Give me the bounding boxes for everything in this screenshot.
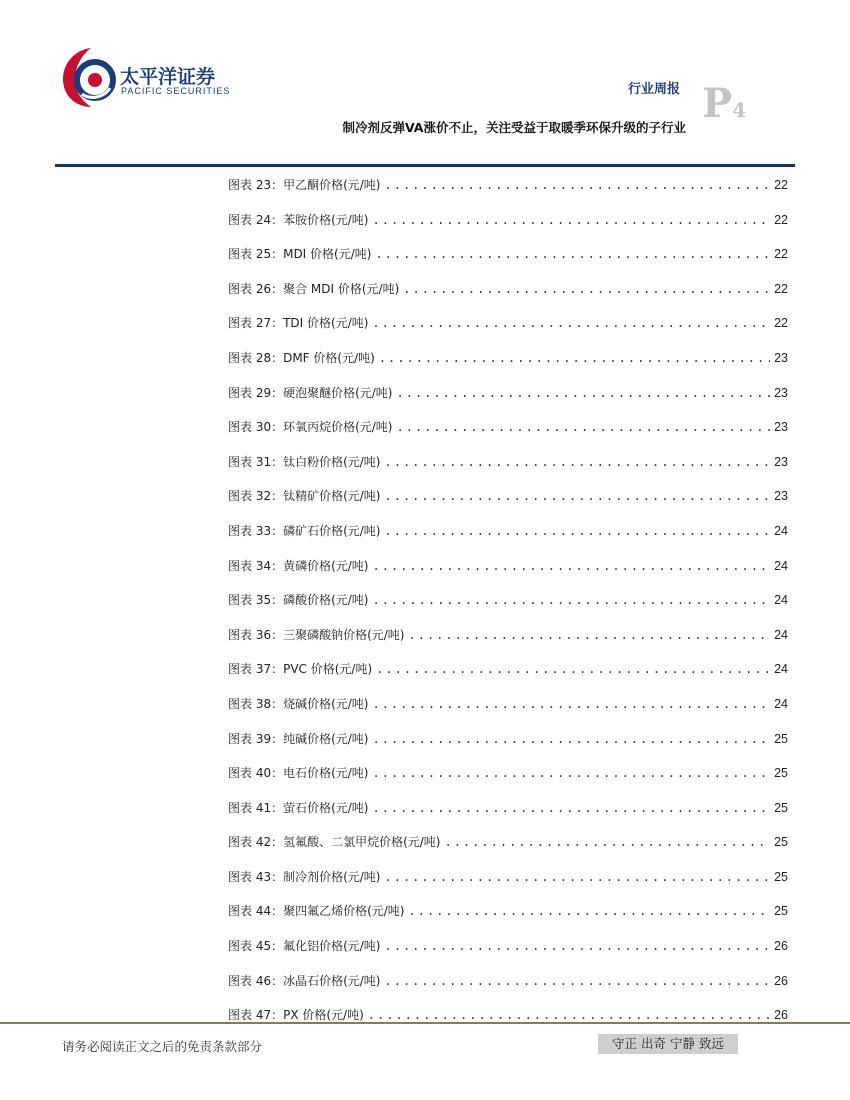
toc-entry-page: 24 — [774, 593, 788, 608]
toc-entry[interactable] — [228, 410, 788, 445]
toc-entry-page: 25 — [774, 869, 788, 884]
toc-entry-label: 图表 23：甲乙酮价格(元/吨) — [228, 178, 381, 192]
toc-entry-page: 25 — [774, 904, 788, 919]
company-logo — [60, 44, 230, 112]
toc-entry[interactable] — [228, 341, 788, 376]
toc-entry-label: 图表 30：环氧丙烷价格(元/吨) — [228, 420, 393, 435]
toc-entry-label: 图表 26：聚合 MDI 价格(元/吨) — [228, 281, 400, 296]
toc-leader-dots — [373, 722, 771, 757]
toc-entry-page: 22 — [774, 212, 788, 227]
toc-leader-dots — [385, 514, 771, 549]
toc-entry[interactable] — [228, 583, 788, 618]
toc-entry[interactable] — [228, 514, 788, 549]
toc-leader-dots — [385, 964, 771, 999]
toc-leader-dots — [373, 583, 771, 618]
toc-entry-label: 图表 41：萤石价格(元/吨) — [228, 800, 369, 815]
toc-entry-label: 图表 39：纯碱价格(元/吨) — [228, 731, 369, 746]
toc-entry[interactable] — [228, 825, 788, 860]
toc-entry[interactable] — [228, 306, 788, 341]
toc-leader-dots — [397, 376, 771, 411]
toc-entry-page: 25 — [774, 731, 788, 746]
toc-entry-label: 图表 28：DMF 价格(元/吨) — [228, 350, 375, 365]
toc-entry[interactable] — [228, 237, 788, 272]
toc-leader-dots — [385, 445, 771, 480]
toc-entry-label: 图表 42：氢氟酸、二氯甲烷价格(元/吨) — [228, 835, 441, 850]
toc-entry-label: 图表 37：PVC 价格(元/吨) — [228, 662, 373, 677]
toc-entry-page: 23 — [774, 489, 788, 504]
toc-entry-label: 图表 31：钛白粉价格(元/吨) — [228, 454, 381, 469]
toc-entry-label: 图表 38：烧碱价格(元/吨) — [228, 696, 369, 711]
toc-entry[interactable] — [228, 756, 788, 791]
footer-disclaimer: 请务必阅读正文之后的免责条款部分 — [62, 1039, 263, 1054]
toc-entry-label: 图表 44：聚四氟乙烯价格(元/吨) — [228, 904, 405, 919]
toc-leader-dots — [397, 410, 771, 445]
toc-entry-label: 图表 36：三聚磷酸钠价格(元/吨) — [228, 627, 405, 642]
toc-leader-dots — [372, 306, 770, 341]
toc-leader-dots — [368, 998, 770, 1033]
toc-leader-dots — [373, 756, 771, 791]
page-letter: P — [702, 80, 733, 127]
toc-leader-dots — [385, 860, 771, 895]
toc-entry[interactable] — [228, 445, 788, 480]
toc-entry-label: 图表 34：黄磷价格(元/吨) — [228, 558, 369, 573]
toc-entry[interactable] — [228, 618, 788, 653]
toc-entry[interactable] — [228, 549, 788, 584]
toc-entry[interactable] — [228, 687, 788, 722]
toc-leader-dots — [375, 237, 770, 272]
toc-entry-page: 26 — [774, 973, 788, 988]
toc-entry[interactable] — [228, 791, 788, 826]
toc-entry-label: 图表 35：磷酸价格(元/吨) — [228, 593, 369, 608]
header-divider — [55, 164, 795, 167]
table-of-figures — [228, 168, 788, 1033]
toc-entry[interactable] — [228, 860, 788, 895]
toc-entry[interactable] — [228, 929, 788, 964]
toc-leader-dots — [409, 894, 771, 929]
toc-entry-page: 22 — [774, 247, 788, 262]
toc-entry-label: 图表 25：MDI 价格(元/吨) — [228, 247, 372, 262]
toc-leader-dots — [379, 341, 770, 376]
toc-entry-label: 图表 40：电石价格(元/吨) — [228, 766, 369, 781]
toc-entry-page: 24 — [774, 627, 788, 642]
toc-entry-label: 图表 29：硬泡聚醚价格(元/吨) — [228, 385, 393, 400]
toc-entry-label: 图表 24：苯胺价格(元/吨) — [228, 212, 369, 227]
toc-leader-dots — [385, 479, 771, 514]
toc-leader-dots — [403, 272, 770, 307]
toc-leader-dots — [373, 791, 771, 826]
toc-entry-page: 24 — [774, 696, 788, 711]
toc-entry[interactable] — [228, 272, 788, 307]
toc-entry-label: 图表 27：TDI 价格(元/吨) — [228, 316, 369, 331]
toc-entry[interactable] — [228, 964, 788, 999]
toc-leader-dots — [409, 618, 771, 653]
toc-leader-dots — [373, 687, 771, 722]
logo-english-name: PACIFIC SECURITIES — [121, 86, 231, 96]
toc-entry-page: 24 — [774, 558, 788, 573]
toc-entry[interactable] — [228, 652, 788, 687]
toc-entry-label: 图表 43：制冷剂价格(元/吨) — [228, 869, 381, 884]
toc-entry[interactable] — [228, 722, 788, 757]
toc-entry-page: 24 — [774, 662, 788, 677]
toc-entry-page: 22 — [774, 281, 788, 296]
toc-entry-page: 23 — [774, 420, 788, 435]
toc-leader-dots — [385, 168, 771, 203]
toc-entry-label: 图表 33：磷矿石价格(元/吨) — [228, 523, 381, 538]
footer-divider — [0, 1022, 850, 1024]
toc-leader-dots — [373, 203, 771, 238]
page-number: 4 — [732, 98, 746, 122]
toc-entry-label: 图表 46：冰晶石价格(元/吨) — [228, 973, 381, 988]
report-subtitle: 制冷剂反弹VA涨价不止，关注受益于取暖季环保升级的子行业 — [342, 120, 686, 135]
toc-entry-page: 25 — [774, 766, 788, 781]
report-type: 行业周报 — [628, 82, 681, 97]
toc-entry-page: 25 — [774, 800, 788, 815]
toc-leader-dots — [373, 549, 771, 584]
logo-chinese-name: 太平洋证券 — [120, 66, 216, 88]
toc-entry[interactable] — [228, 998, 788, 1033]
toc-entry-label: 图表 32：钛精矿价格(元/吨) — [228, 489, 381, 504]
toc-entry[interactable] — [228, 894, 788, 929]
toc-entry-label: 图表 47：PX 价格(元/吨) — [228, 1008, 364, 1023]
toc-entry-page: 23 — [774, 385, 788, 400]
toc-leader-dots — [376, 652, 770, 687]
toc-entry[interactable] — [228, 203, 788, 238]
toc-leader-dots — [385, 929, 771, 964]
toc-entry[interactable] — [228, 168, 788, 203]
toc-entry-page: 26 — [774, 939, 788, 954]
pacific-securities-logo-icon — [60, 44, 118, 110]
toc-entry-label: 图表 45：氟化铝价格(元/吨) — [228, 939, 381, 954]
toc-leader-dots — [445, 825, 771, 860]
toc-entry[interactable] — [228, 376, 788, 411]
page-number-badge — [702, 80, 746, 127]
toc-entry-page: 23 — [774, 350, 788, 365]
toc-entry-page: 23 — [774, 454, 788, 469]
toc-entry-page: 25 — [774, 835, 788, 850]
footer-motto: 守正 出奇 宁静 致远 — [598, 1034, 738, 1054]
toc-entry[interactable] — [228, 479, 788, 514]
toc-entry-page: 24 — [774, 523, 788, 538]
toc-entry-page: 22 — [774, 316, 788, 331]
toc-entry-page: 22 — [774, 178, 788, 192]
toc-entry-page: 26 — [774, 1008, 788, 1023]
